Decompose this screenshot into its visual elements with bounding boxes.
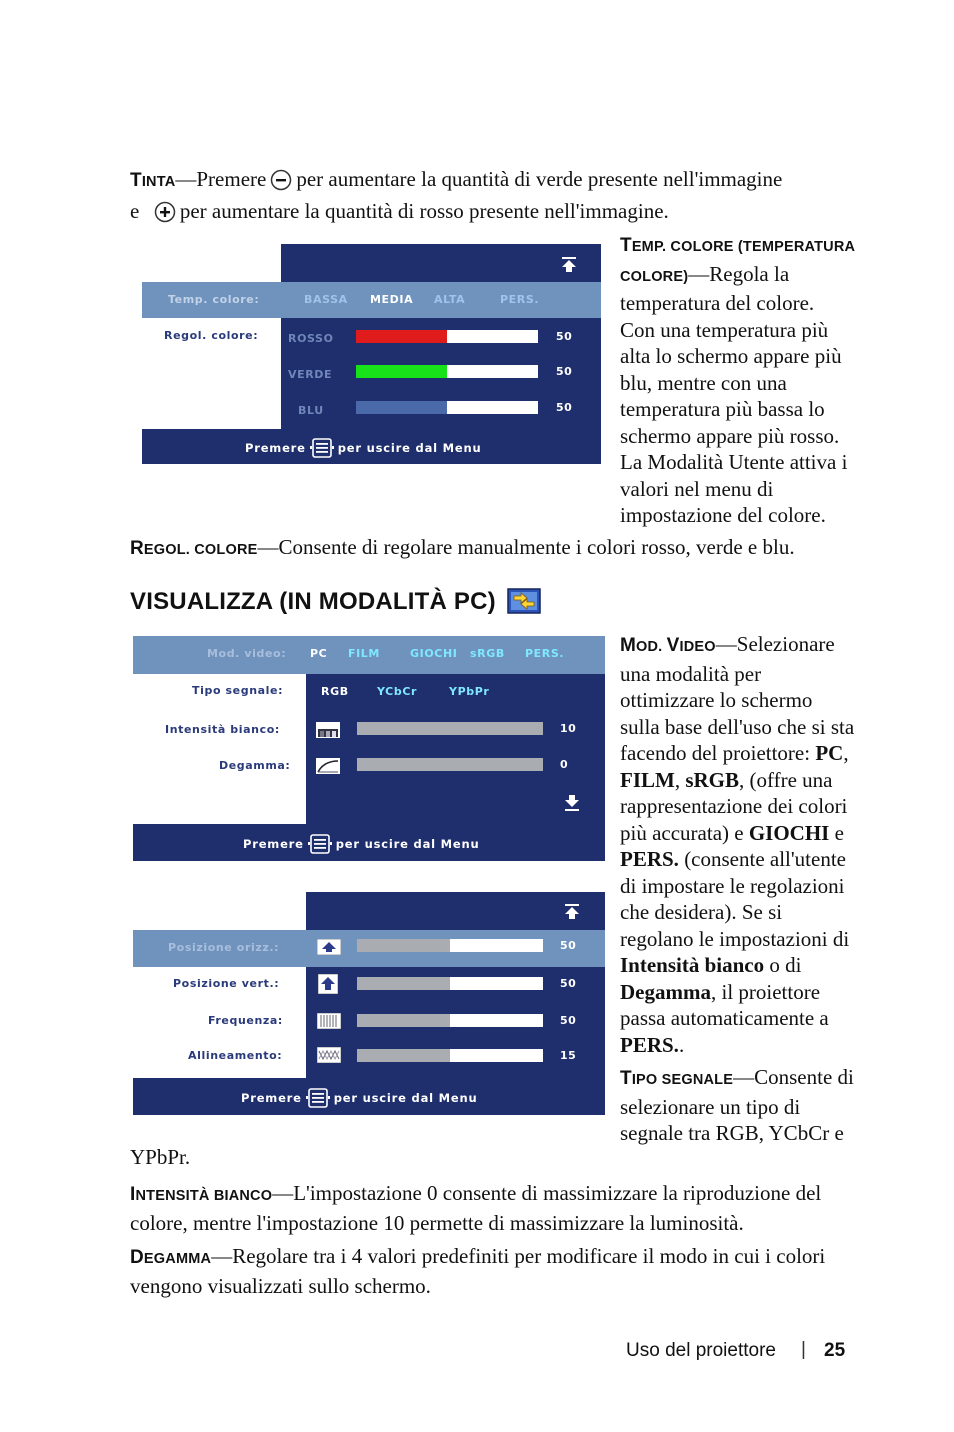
vertical-position-icon bbox=[318, 974, 338, 994]
degamma-value: 0 bbox=[560, 758, 569, 771]
intensita-bianco-value: 10 bbox=[560, 722, 577, 735]
gamma-curve-icon bbox=[316, 758, 340, 774]
signal-ypbpr[interactable]: YPbPr bbox=[449, 685, 490, 698]
scroll-up-icon[interactable] bbox=[563, 903, 581, 921]
osd-video-menu bbox=[133, 636, 605, 861]
footer-separator: | bbox=[801, 1339, 806, 1360]
osd3-footer: Premere per uscire dal Menu bbox=[241, 1088, 478, 1108]
osd2-footer: Premere per uscire dal Menu bbox=[243, 834, 480, 854]
signal-rgb[interactable]: RGB bbox=[321, 685, 349, 698]
menu-button-icon bbox=[310, 438, 334, 458]
intensita-paragraph: INTENSITÀ BIANCO—L'impostazione 0 consente di massimizzare la riproduzione del colore, mentre l'impostazione 10 permette di massimizzare la luminosità. bbox=[130, 1181, 822, 1235]
minus-button-icon bbox=[270, 169, 292, 191]
option-bassa[interactable]: BASSA bbox=[304, 293, 348, 306]
tipo-segnale-label: Tipo segnale: bbox=[192, 684, 284, 697]
posizione-orizz-label: Posizione orizz.: bbox=[168, 941, 280, 954]
scroll-up-icon[interactable] bbox=[560, 256, 578, 274]
allineamento-value: 15 bbox=[560, 1049, 577, 1062]
posizione-vert-slider[interactable] bbox=[357, 977, 543, 990]
mode-srgb[interactable]: sRGB bbox=[470, 647, 505, 660]
posizione-orizz-slider[interactable] bbox=[357, 939, 543, 952]
osd1-footer: Premere per uscire dal Menu bbox=[245, 438, 482, 458]
regol-colore-label: Regol. colore: bbox=[164, 329, 259, 342]
mode-giochi[interactable]: GIOCHI bbox=[410, 647, 458, 660]
tinta-term: TINTA bbox=[130, 170, 176, 191]
mode-film[interactable]: FILM bbox=[348, 647, 380, 660]
degamma-label: Degamma: bbox=[219, 759, 291, 772]
rosso-value: 50 bbox=[556, 330, 573, 343]
alignment-icon bbox=[317, 1047, 341, 1063]
frequenza-label: Frequenza: bbox=[208, 1014, 283, 1027]
intensita-bianco-slider[interactable] bbox=[357, 722, 543, 735]
signal-ycbcr[interactable]: YCbCr bbox=[377, 685, 418, 698]
mode-pers[interactable]: PERS. bbox=[525, 647, 565, 660]
degamma-paragraph: DEGAMMA—Regolare tra i 4 valori predefiniti per modificare il modo in cui i colori vengono visualizzati sullo schermo. bbox=[130, 1244, 826, 1298]
brightness-icon bbox=[316, 722, 340, 738]
frequenza-value: 50 bbox=[560, 1014, 577, 1027]
frequenza-slider[interactable] bbox=[357, 1014, 543, 1027]
intensita-bianco-label: Intensità bianco: bbox=[165, 723, 280, 736]
verde-value: 50 bbox=[556, 365, 573, 378]
blu-slider[interactable] bbox=[356, 401, 538, 414]
scroll-down-icon[interactable] bbox=[563, 794, 581, 812]
option-pers[interactable]: PERS. bbox=[500, 293, 540, 306]
verde-slider[interactable] bbox=[356, 365, 538, 378]
posizione-orizz-value: 50 bbox=[560, 939, 577, 952]
posizione-vert-label: Posizione vert.: bbox=[173, 977, 280, 990]
option-alta[interactable]: ALTA bbox=[434, 293, 466, 306]
allineamento-slider[interactable] bbox=[357, 1049, 543, 1062]
frequency-icon bbox=[317, 1013, 341, 1029]
temp-paragraph: TEMP. COLORE (TEMPERATURA COLORE)—Regola la temperatura del colore. Con una temperatura più alta lo schermo appare più blu, mentre con una temperatura più bassa lo schermo appare più rosso. La Modalità Utente attiva i valori nel menu di impostazione del colore. bbox=[620, 235, 856, 527]
section-heading: VISUALIZZA (IN MODALITÀ PC) bbox=[130, 588, 541, 616]
degamma-slider[interactable] bbox=[357, 758, 543, 771]
menu-button-icon bbox=[306, 1088, 330, 1108]
temp-colore-label: Temp. colore: bbox=[168, 293, 260, 306]
verde-label: VERDE bbox=[288, 368, 333, 381]
footer-section-title: Uso del proiettore bbox=[626, 1340, 776, 1361]
horizontal-position-icon bbox=[317, 939, 341, 955]
plus-button-icon bbox=[154, 201, 176, 223]
mode-pc[interactable]: PC bbox=[310, 647, 328, 660]
posizione-vert-value: 50 bbox=[560, 977, 577, 990]
tinta-paragraph: TINTA—Premere per aumentare la quantità di verde presente nell'immagine e per aumentare la quantità di rosso presente nell'immagine. bbox=[130, 167, 783, 223]
mod-video-label: Mod. video: bbox=[207, 647, 287, 660]
tipo-segnale-continuation: YPbPr. bbox=[130, 1145, 191, 1169]
blu-label: BLU bbox=[298, 404, 324, 417]
blu-value: 50 bbox=[556, 401, 573, 414]
rosso-slider[interactable] bbox=[356, 330, 538, 343]
page-number: 25 bbox=[824, 1340, 846, 1361]
menu-button-icon bbox=[308, 834, 332, 854]
option-media[interactable]: MEDIA bbox=[370, 293, 414, 306]
osd-position-menu bbox=[133, 892, 605, 1115]
mod-video-paragraph: MOD. VIDEO—Selezionare una modalità per ottimizzare lo schermo sulla base dell'uso che si sta facendo del proiettore: PC, FILM, sRGB, (offre una rappresentazione dei colori più accurata) e GIOCHI e PERS. (consente all'utente di impostare le regolazioni che desidera). Se si regolano le impostazioni di Intensità bianco o di Degamma, il proiettore passa automaticamente a PERS.. bbox=[620, 632, 855, 1057]
display-settings-icon bbox=[507, 588, 541, 614]
osd-color-menu bbox=[142, 244, 601, 464]
tipo-segnale-paragraph: TIPO SEGNALE—Consente di selezionare un tipo di segnale tra RGB, YCbCr e bbox=[620, 1065, 854, 1145]
allineamento-label: Allineamento: bbox=[188, 1049, 283, 1062]
rosso-label: ROSSO bbox=[288, 332, 334, 345]
regol-paragraph: REGOL. COLORE—Consente di regolare manualmente i colori rosso, verde e blu. bbox=[130, 535, 795, 559]
